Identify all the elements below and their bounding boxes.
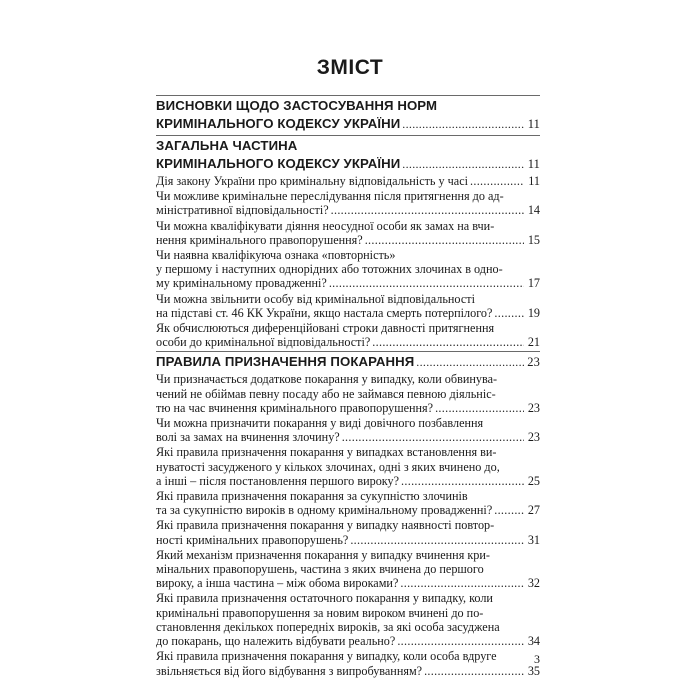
dot-leader [494,503,524,517]
toc-entry-text-line: Чи можна кваліфікувати діяння неосудної особи як замах на вчи- [156,218,495,233]
toc-page-number: 11 [528,174,540,188]
toc-entry-text-line: Які правила призначення покарання за сукупністю злочинів [156,489,468,504]
toc-section-entry [156,351,540,371]
toc-entry [156,174,540,188]
toc-entry-text-line: волі за замах на вчинення злочину? [156,430,340,445]
toc-section-entry [156,135,540,173]
toc-entry-text-line: Які правила призначення покарання у випадках встановлення ви- [156,445,497,460]
toc-entry-last-line [156,353,540,371]
toc-entry-last-line [156,306,540,320]
toc-page-number: 25 [527,473,540,488]
toc-entry-text-line: на підставі ст. 46 КК України, якщо настала смерть потерпілого? [156,305,493,320]
toc-entry-text-line: становлення декількох попередніх вироків, за які особа засуджена [156,619,500,634]
toc-entry-last-line [156,533,540,547]
toc-entry-last-line [156,474,540,488]
toc-entry-text-line: Які правила призначення покарання у випадку наявності повтор- [156,518,495,533]
toc-entry-text-line: Дія закону України про кримінальну відповідальність у часі [156,174,469,188]
toc-entry [156,548,540,591]
dot-leader [329,276,524,290]
toc-entry-last-line [156,115,540,133]
toc-entry-text-line: Чи можливе кримінальне переслідування після притягнення до ад- [156,189,504,204]
toc-entry-last-line [156,664,540,678]
toc-entry-last-line [156,576,540,590]
toc-page-number: 23 [527,430,540,445]
dot-leader [331,203,524,217]
toc-page-number: 14 [527,203,540,218]
toc-entry [156,248,540,291]
toc-entry-text-line: звільняється від його відбування з випробуванням? [156,663,423,678]
toc-entry-text-line: Чи можна призначити покарання у виді довічного позбавлення [156,416,484,431]
toc-entry-text-line: Чи призначається додаткове покарання у випадку, коли обвинува- [156,372,498,387]
toc-entry-text-line: КРИМІНАЛЬНОГО КОДЕКСУ УКРАЇНИ [156,116,401,131]
toc-entry [156,292,540,320]
toc-entry [156,489,540,517]
dot-leader [342,430,524,444]
toc-entry-text-line: у першому і наступних однорідних або тотожних злочинах в одно- [156,262,503,277]
toc-entry-text-line: КРИМІНАЛЬНОГО КОДЕКСУ УКРАЇНИ [156,156,401,171]
toc-entry-last-line [156,503,540,517]
toc-entry-last-line [156,174,540,188]
toc-section-entry [156,95,540,133]
toc-entry-last-line [156,335,540,349]
toc-entry-text-line: Який механізм призначення покарання у випадку вчинення кри- [156,547,490,562]
toc-entry-text-line: Які правила призначення остаточного покарання у випадку, коли [156,591,493,606]
toc-page-number: 23 [527,400,540,415]
toc-entry-last-line [156,203,540,217]
dot-leader [397,634,524,648]
toc-entry-text-line: Які правила призначення покарання у випадку, коли особа вдруге [156,649,497,664]
toc-entry-last-line [156,276,540,290]
toc-entry-last-line [156,634,540,648]
toc-entry-text-line: ності кримінальних правопорушень? [156,532,349,547]
toc-page-number: 34 [527,634,540,649]
toc-page-number: 15 [527,232,540,247]
toc-page-number: 27 [527,503,540,518]
toc-entry-text-line: ВИСНОВКИ ЩОДО ЗАСТОСУВАННЯ НОРМ [156,98,438,113]
toc-entry-text-line: особи до кримінальної відповідальності? [156,335,371,350]
toc-entry-text-line: мінальних правопорушень, частина з яких вчинена до першого [156,562,484,577]
toc-entry-text-line: міністративної відповідальності? [156,203,329,218]
toc-entry-text-line: ЗАГАЛЬНА ЧАСТИНА [156,138,298,153]
dot-leader [424,664,524,678]
toc-page-number: 35 [527,663,540,678]
toc-entry-text-line: тю на час вчинення кримінального правопорушення? [156,400,434,415]
toc-page-number: 23 [527,355,540,370]
dot-leader [372,335,524,349]
toc-entry-last-line [156,233,540,247]
toc-entry-text-line: Чи можна звільнити особу від кримінальної відповідальності [156,291,475,306]
toc-entry-last-line [156,155,540,173]
page-number: 3 [534,652,540,666]
toc-page-number: 11 [527,157,540,171]
dot-leader [402,115,524,133]
toc-entry [156,189,540,217]
toc-entry-text-line: а інші – після постановлення першого вироку? [156,473,400,488]
toc-entry-text-line: та за сукупністю вироків в одному кримінальному провадженні? [156,503,493,518]
toc-entry-text-line: чений не обіймав певну посаду або не займався певною діяльніс- [156,386,496,401]
toc-entry [156,219,540,247]
toc-entry [156,416,540,444]
page-title: ЗМІСТ [316,56,384,79]
toc-entry-text-line: вироку, а інша частина – між обома вироками? [156,576,399,591]
dot-leader [350,533,524,547]
toc-page-number: 32 [527,576,540,591]
toc-entry [156,445,540,488]
dot-leader [401,474,524,488]
dot-leader [435,401,524,415]
dot-leader [494,306,524,320]
toc-entry-text-line: му кримінальному провадженні? [156,276,327,291]
dot-leader [416,353,524,371]
dot-leader [365,233,524,247]
toc-entry [156,372,540,415]
toc-entry-last-line [156,401,540,415]
dot-leader [470,174,524,188]
toc-entry [156,518,540,546]
toc-entry [156,321,540,349]
toc-page-number: 17 [527,276,540,291]
toc-entry-text-line: Чи наявна кваліфікуюча ознака «повторність» [156,248,396,263]
toc-page-number: 19 [527,305,540,320]
toc-entry [156,649,540,677]
toc-entry-text-line: Як обчислюються диференційовані строки давності притягнення [156,321,495,336]
toc-page-number: 31 [527,532,540,547]
toc-page-number: 11 [527,117,540,131]
table-of-contents [156,95,540,678]
dot-leader [402,155,524,173]
toc-entry-text-line: до покарань, що належить відбувати реально? [156,634,396,649]
dot-leader [400,576,524,590]
toc-entry-text-line: кримінальні правопорушення за новим вироком вчинені до по- [156,605,484,620]
toc-entry-text-line: нуватості засудженого у кількох злочинах, одні з яких вчинено до, [156,459,500,474]
toc-entry-text-line: ПРАВИЛА ПРИЗНАЧЕННЯ ПОКАРАННЯ [156,354,415,370]
toc-entry-text-line: нення кримінального правопорушення? [156,232,363,247]
toc-entry [156,591,540,648]
toc-entry-last-line [156,430,540,444]
toc-page-number: 21 [527,335,540,350]
